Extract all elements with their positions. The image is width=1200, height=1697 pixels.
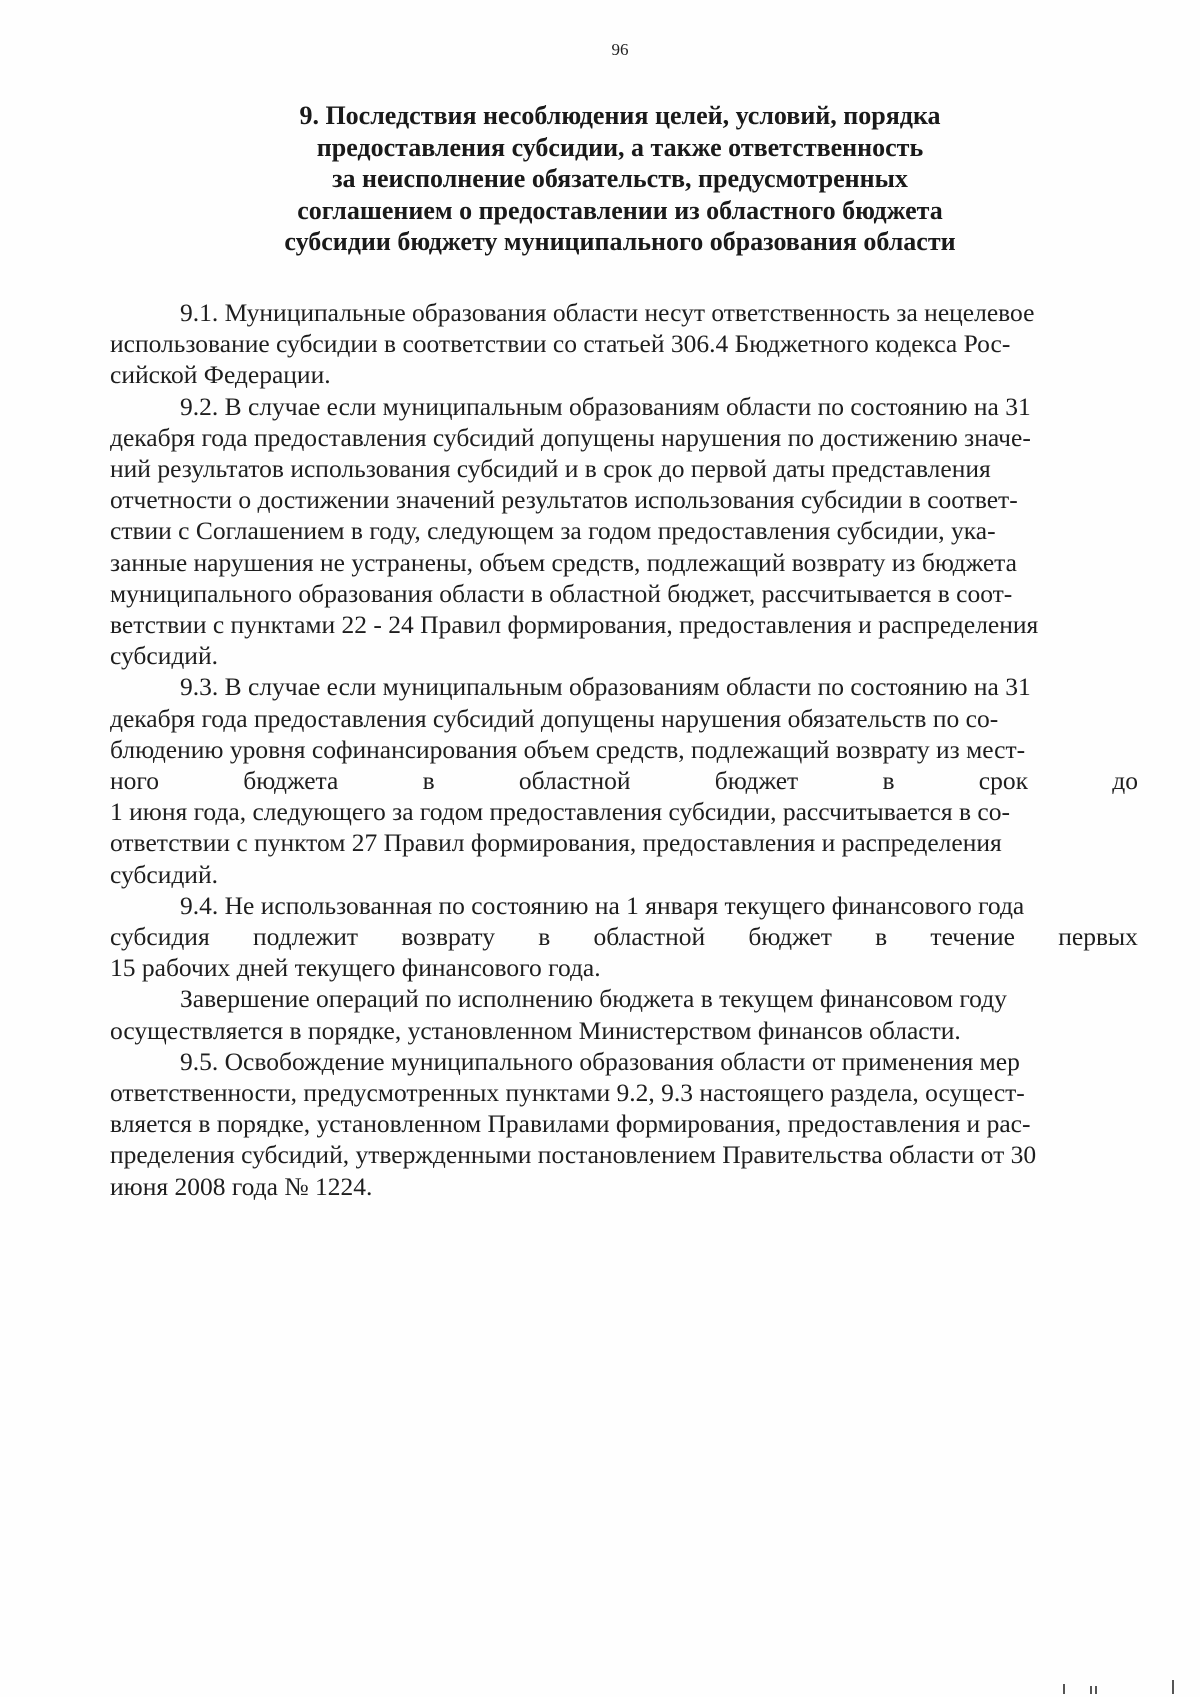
text-line: ний результатов использования субсидий и в срок до первой даты представления — [110, 454, 991, 484]
word: в — [422, 766, 435, 796]
text-line: ствии с Соглашением в году, следующем за годом предоставления субсидии, ука- — [110, 516, 996, 546]
text-line: 9.3. В случае если муниципальным образованиям области по состоянию на 31 — [180, 672, 1031, 702]
text-line: отчетности о достижении значений результатов использования субсидии в соответ- — [110, 485, 1018, 515]
justified-text-line — [110, 765, 1138, 796]
text-line: сийской Федерации. — [110, 360, 331, 390]
word: бюджета — [243, 766, 339, 796]
text-line: субсидий. — [110, 641, 218, 671]
heading-line: за неисполнение обязательств, предусмотренных — [332, 164, 908, 193]
document-body — [110, 297, 1138, 1202]
text-line: субсидий. — [110, 859, 218, 889]
text-line: занные нарушения не устранены, объем средств, подлежащий возврату из бюджета — [110, 547, 1017, 577]
paragraph-9-1 — [110, 297, 1138, 391]
scan-artifact — [1095, 1686, 1097, 1694]
word: подлежит — [252, 922, 359, 952]
paragraph-9-2 — [110, 391, 1138, 672]
text-line: вляется в порядке, установленном Правилами формирования, предоставления и рас- — [110, 1109, 1031, 1139]
text-line: ответственности, предусмотренных пунктами 9.2, 9.3 настоящего раздела, осущест- — [110, 1078, 1025, 1108]
text-line: ответствии с пунктом 27 Правил формирования, предоставления и распределения — [110, 828, 1002, 858]
scan-artifact — [1063, 1684, 1065, 1694]
word: срок — [978, 766, 1028, 796]
heading-line: соглашением о предоставлении из областного бюджета — [297, 195, 943, 225]
word: до — [1112, 766, 1138, 796]
word: областной — [518, 766, 631, 796]
heading-line: предоставления субсидии, а также ответственность — [316, 132, 924, 162]
scan-artifact — [1172, 1680, 1174, 1694]
text-line: использование субсидии в соответствии со статьей 306.4 Бюджетного кодекса Рос- — [110, 329, 1011, 359]
word: течение — [930, 922, 1016, 952]
text-line: декабря года предоставления субсидий допущены нарушения обязательств по со- — [110, 703, 999, 733]
text-line: пределения субсидий, утвержденными постановлением Правительства области от 30 — [110, 1140, 1037, 1170]
heading-line: субсидии бюджету муниципального образования области — [284, 227, 956, 256]
text-line: 9.5. Освобождение муниципального образования области от применения мер — [180, 1046, 1020, 1076]
paragraph-9-4 — [110, 890, 1138, 984]
section-heading — [200, 100, 1040, 258]
text-line: муниципального образования области в областной бюджет, рассчитывается в соот- — [110, 578, 1013, 608]
text-line: 9.4. Не использованная по состоянию на 1 января текущего финансового года — [180, 890, 1025, 920]
word: бюджет — [714, 766, 799, 796]
word: ного — [110, 766, 159, 796]
justified-text-line — [110, 921, 1138, 952]
scan-artifact — [1090, 1686, 1092, 1694]
text-line: 9.1. Муниципальные образования области несут ответственность за нецелевое — [180, 298, 1035, 327]
text-line: ветствии с пунктами 22 - 24 Правил формирования, предоставления и распределения — [110, 610, 1039, 640]
word: бюджет — [748, 922, 832, 952]
word: субсидия — [110, 922, 210, 952]
word: областной — [593, 922, 706, 952]
text-line: июня 2008 года № 1224. — [110, 1171, 373, 1201]
text-line: декабря года предоставления субсидий допущены нарушения по достижению значе- — [110, 422, 1031, 452]
text-line: 15 рабочих дней текущего финансового года. — [110, 953, 601, 983]
page-number: 96 — [611, 40, 629, 59]
text-line: 9.2. В случае если муниципальным образованиям области по состоянию на 31 — [180, 391, 1031, 421]
text-line: осуществляется в порядке, установленном Министерством финансов области. — [110, 1015, 961, 1045]
word: возврату — [401, 922, 495, 952]
paragraph-9-5 — [110, 1046, 1138, 1202]
paragraph-completion — [110, 983, 1138, 1045]
text-line: Завершение операций по исполнению бюджета в текущем финансовом году — [180, 984, 1007, 1014]
heading-line: 9. Последствия несоблюдения целей, условий, порядка — [299, 101, 941, 130]
word: в — [882, 766, 895, 796]
word: первых — [1058, 922, 1138, 952]
text-line: блюдению уровня софинансирования объем средств, подлежащий возврату из мест- — [110, 734, 1026, 764]
text-line: 1 июня года, следующего за годом предоставления субсидии, рассчитывается в со- — [110, 797, 1010, 827]
paragraph-9-3 — [110, 671, 1138, 889]
word: в — [538, 922, 551, 952]
word: в — [875, 922, 888, 952]
